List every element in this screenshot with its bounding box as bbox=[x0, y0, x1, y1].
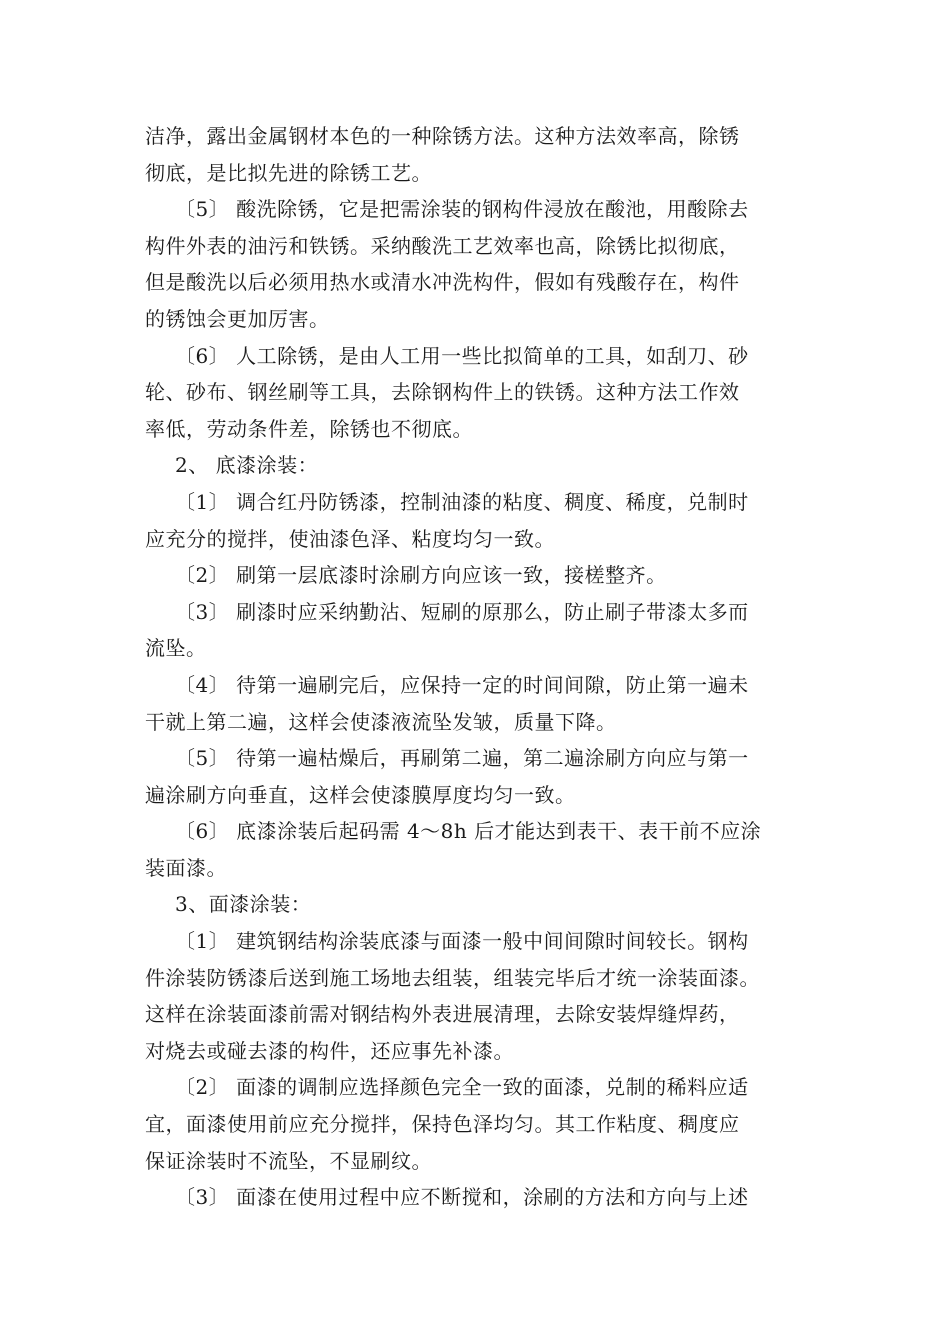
paragraph bbox=[145, 813, 805, 886]
paragraph bbox=[145, 338, 805, 448]
text-line: 率低，劳动条件差，除锈也不彻底。 bbox=[145, 416, 473, 441]
text-line: 〔1〕 调合红丹防锈漆，控制油漆的粘度、稠度、稀度，兑制时 bbox=[175, 489, 749, 514]
paragraph bbox=[145, 740, 805, 813]
text-line: 〔2〕 刷第一层底漆时涂刷方向应该一致，接槎整齐。 bbox=[175, 563, 667, 588]
paragraph bbox=[145, 886, 805, 923]
text-line: 遍涂刷方向垂直，这样会使漆膜厚度均匀一致。 bbox=[145, 782, 576, 807]
text-line: 〔5〕 待第一遍枯燥后，再刷第二遍，第二遍涂刷方向应与第一 bbox=[175, 746, 749, 771]
text-line: 〔3〕 刷漆时应采纳勤沾、短刷的原那么，防止刷子带漆太多而 bbox=[175, 599, 749, 624]
text-line: 应充分的搅拌，使油漆色泽、粘度均匀一致。 bbox=[145, 526, 555, 551]
text-line: 干就上第二遍，这样会使漆液流坠发皱，质量下降。 bbox=[145, 709, 617, 734]
text-line: 〔5〕 酸洗除锈，它是把需涂装的钢构件浸放在酸池，用酸除去 bbox=[175, 197, 749, 222]
text-line: 〔6〕 底漆涂装后起码需 4～8h 后才能达到表干、表干前不应涂 bbox=[175, 819, 762, 844]
text-line: 洁净，露出金属钢材本色的一种除锈方法。这种方法效率高，除锈 bbox=[145, 124, 740, 148]
text-line: 装面漆。 bbox=[145, 855, 227, 880]
text-line: 〔6〕 人工除锈，是由人工用一些比拟简单的工具，如刮刀、砂 bbox=[175, 343, 749, 368]
text-line: 2、 底漆涂装： bbox=[175, 453, 319, 478]
text-line: 〔1〕 建筑钢结构涂装底漆与面漆一般中间间隙时间较长。钢构 bbox=[175, 929, 749, 954]
text-line: 构件外表的油污和铁锈。采纳酸洗工艺效率也高，除锈比拟彻底， bbox=[145, 233, 740, 258]
paragraph bbox=[145, 484, 805, 557]
text-line: 保证涂装时不流坠，不显刷纹。 bbox=[145, 1148, 432, 1173]
document-body bbox=[145, 118, 805, 1216]
text-line: 件涂装防锈漆后送到施工场地去组装，组装完毕后才统一涂装面漆。 bbox=[145, 965, 760, 990]
text-line: 但是酸洗以后必须用热水或清水冲洗构件，假如有残酸存在，构件 bbox=[145, 270, 740, 295]
text-line: 3、面漆涂装： bbox=[175, 892, 312, 917]
text-line: 〔3〕 面漆在使用过程中应不断搅和，涂刷的方法和方向与上述 bbox=[175, 1185, 749, 1210]
paragraph bbox=[145, 447, 805, 484]
text-line: 宜，面漆使用前应充分搅拌，保持色泽均匀。其工作粘度、稠度应 bbox=[145, 1112, 740, 1137]
paragraph bbox=[145, 191, 805, 337]
text-line: 流坠。 bbox=[145, 636, 207, 661]
text-line: 这样在涂装面漆前需对钢结构外表进展清理，去除安装焊缝焊药， bbox=[145, 1002, 740, 1027]
paragraph bbox=[145, 557, 805, 594]
paragraph bbox=[145, 923, 805, 1069]
paragraph bbox=[145, 1069, 805, 1179]
text-line: 〔4〕 待第一遍刷完后，应保持一定的时间间隙，防止第一遍未 bbox=[175, 672, 749, 697]
paragraph bbox=[145, 1179, 805, 1216]
paragraph bbox=[145, 118, 805, 191]
text-line: 〔2〕 面漆的调制应选择颜色完全一致的面漆，兑制的稀料应适 bbox=[175, 1075, 749, 1100]
text-line: 彻底，是比拟先进的除锈工艺。 bbox=[145, 160, 432, 185]
text-line: 轮、砂布、钢丝刷等工具，去除钢构件上的铁锈。这种方法工作效 bbox=[145, 380, 740, 405]
paragraph bbox=[145, 594, 805, 667]
text-line: 的锈蚀会更加厉害。 bbox=[145, 306, 330, 331]
text-line: 对烧去或碰去漆的构件，还应事先补漆。 bbox=[145, 1038, 514, 1063]
paragraph bbox=[145, 667, 805, 740]
